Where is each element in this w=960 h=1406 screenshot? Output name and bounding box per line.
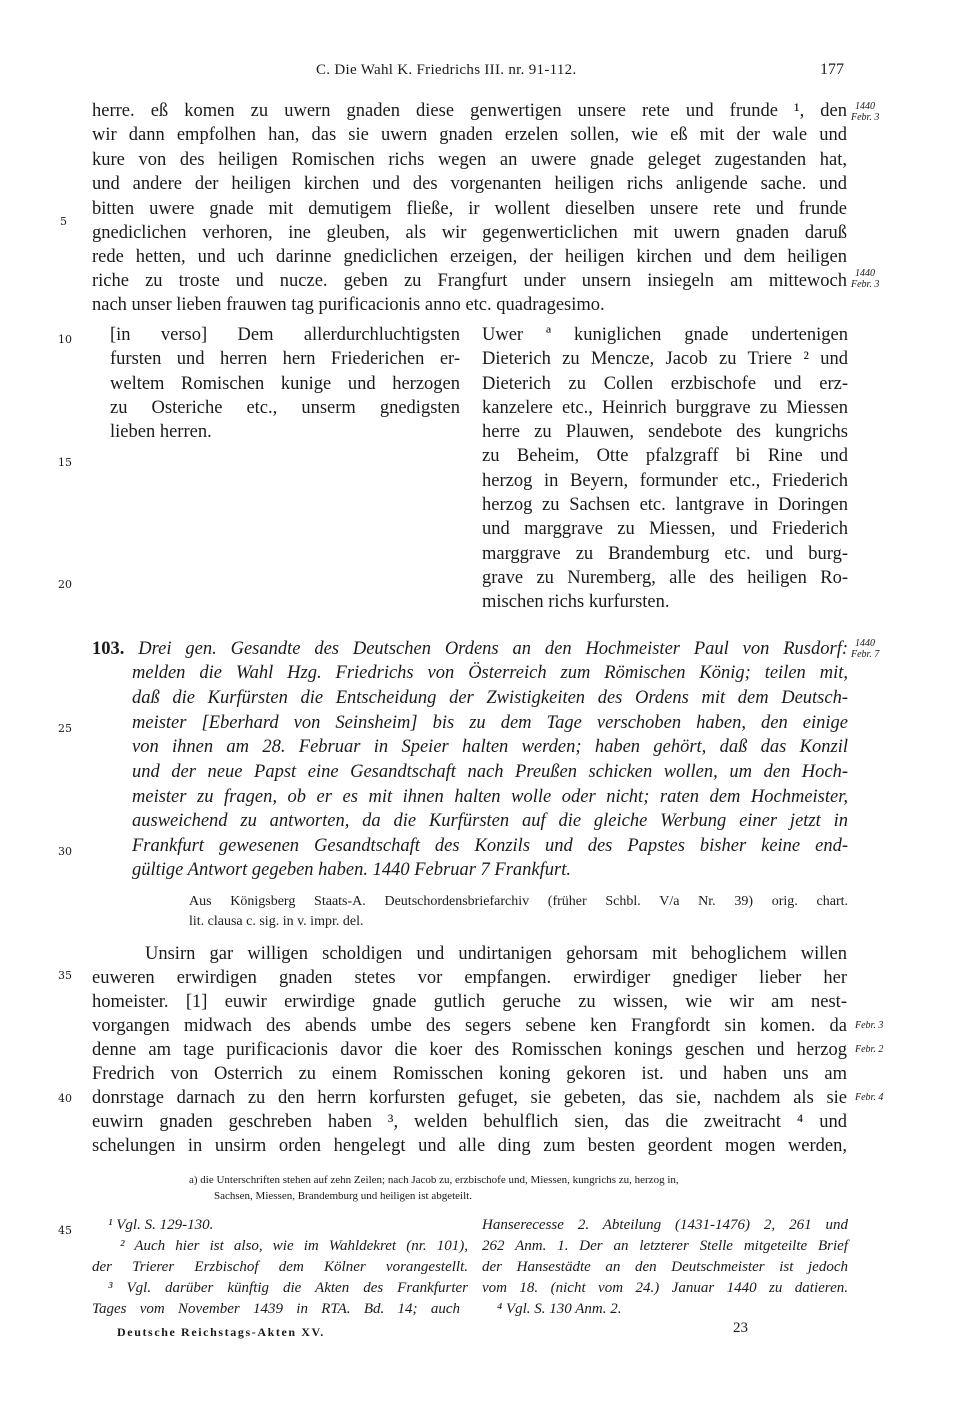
- address-line: lieben herren.: [110, 422, 212, 443]
- regest-line: und der neue Papst eine Gesandtschaft nach Preußen schicken wollen, um den Hoch-: [132, 762, 848, 782]
- footnote: ² Auch hier ist also, wie im Wahldekret (nr. 101),: [120, 1238, 468, 1254]
- footnote: Hanserecesse 2. Abteilung (1431-1476) 2, 261 und: [482, 1217, 848, 1233]
- line-number-45: 45: [58, 1224, 72, 1237]
- signatory-line: Uwer ª kuniglichen gnade undertenigen: [482, 325, 848, 345]
- signatory-line: grave zu Nuremberg, alle des heiligen Ro-: [482, 567, 848, 588]
- body-line: kure von des heiligen Romischen richs wegen an uwere gnade geleget zugestanden hat,: [92, 150, 847, 170]
- body-line: nach unser lieben frauwen tag purificacionis anno etc. quadragesimo.: [92, 295, 605, 315]
- textual-note: a) die Unterschriften stehen auf zehn Zeilen; nach Jacob zu, erzbischofe und, Miessen, kungrichs zu, herzog in,: [189, 1174, 679, 1186]
- line-number-40: 40: [58, 1092, 72, 1105]
- signatory-line: mischen richs kurfursten.: [482, 592, 670, 613]
- regest-line: daß die Kurfürsten die Entscheidung der Zwistigkeiten des Ordens mit dem Deutsch-: [132, 688, 848, 708]
- margin-date-regest: 1440 Febr. 7: [851, 638, 880, 660]
- line-number-20: 20: [58, 578, 72, 591]
- footnote: 262 Anm. 1. Der an letzterer Stelle mitgeteilte Brief: [482, 1238, 848, 1254]
- source-line: Aus Königsberg Staats-A. Deutschordensbriefarchiv (früher Schbl. V/a Nr. 39) orig. chart.: [189, 894, 848, 909]
- body-line: denne am tage purificacionis davor die koer des Romisschen konings geschen und herzog: [92, 1040, 847, 1060]
- regest-line: meister zu fragen, ob er es mit ihnen halten wolle oder nicht; raten dem Hochmeister,: [132, 787, 848, 807]
- series-title: Deutsche Reichstags-Akten XV.: [117, 1325, 325, 1339]
- line-number-15: 15: [58, 456, 72, 469]
- body-line: wir dann empfolhen han, das sie uwern gnaden erzelen sollen, wie eß mit der wale und: [92, 125, 847, 145]
- margin-date-top: 1440 Febr. 3: [851, 101, 880, 123]
- signatory-line: und marggrave zu Miessen, und Friederich: [482, 519, 848, 540]
- line-number-5: 5: [60, 215, 67, 228]
- footnote: der Trierer Erzbischof dem Kölner vorangestellt.: [92, 1259, 468, 1275]
- body-line: herre. eß komen zu uwern gnaden diese genwertigen unsere rete und frunde ¹, den: [92, 101, 847, 121]
- address-line: weltem Romischen kunige und herzogen: [110, 373, 460, 394]
- line-number-35: 35: [58, 969, 72, 982]
- regest-line: von ihnen am 28. Februar in Speier halten werden; haben gehört, daß das Konzil: [132, 737, 848, 757]
- regest-line: Frankfurt gewesenen Gesandtschaft des Konzils und des Papstes bisher keine end-: [132, 836, 848, 856]
- document-number: 103.: [92, 639, 125, 659]
- regest-line: gültige Antwort gegeben haben. 1440 Februar 7 Frankfurt.: [132, 860, 571, 880]
- margin-date-feb3: Febr. 3: [855, 1020, 884, 1031]
- body-line: euweren erwirdigen gnaden stetes vor empfangen. erwirdiger gnediger lieber her: [92, 968, 847, 988]
- body-line: riche zu troste und nucze. geben zu Frangfurt under unsern insiegeln am mittewoch: [92, 271, 847, 291]
- page-number: 177: [820, 61, 844, 78]
- regest-heading: [92, 637, 848, 662]
- regest-first-line: Drei gen. Gesandte des Deutschen Ordens an den Hochmeister Paul von Rusdorf:: [138, 639, 849, 659]
- running-title: C. Die Wahl K. Friedrichs III. nr. 91-112.: [316, 62, 577, 78]
- address-line: zu Osteriche etc., unserm gnedigsten: [110, 397, 460, 418]
- footnote: ⁴ Vgl. S. 130 Anm. 2.: [497, 1301, 622, 1317]
- signatory-line: zu Beheim, Otte pfalzgraff bi Rine und: [482, 446, 848, 467]
- body-line: und andere der heiligen kirchen und des vorgenanten heiligen richs anligende sache. und: [92, 174, 847, 194]
- body-line: gnediclichen verhoren, ine gleuben, als wir gegenwerticlichen mit uwern gnaden daruß: [92, 223, 847, 243]
- body-line: rede hetten, und uch darinne gnediclichen erzeigen, der heiligen kirchen und dem heiligen: [92, 247, 847, 267]
- address-line: fursten und herren hern Friederichen er-: [110, 349, 460, 370]
- body-line: donrstage darnach zu den herrn korfursten gefuget, sie gebeten, das sie, nachdem als sie: [92, 1088, 847, 1108]
- footnote: ¹ Vgl. S. 129-130.: [108, 1217, 214, 1233]
- textual-note: Sachsen, Miessen, Brandemburg und heiligen ist abgeteilt.: [214, 1190, 472, 1202]
- body-line: euwirn gnaden geschreben haben ³, welden behulflich sien, das die zweitracht ⁴ und: [92, 1112, 847, 1132]
- signatory-line: kanzelere etc., Heinrich burggrave zu Miessen: [482, 397, 848, 418]
- signatory-line: herre zu Plauwen, sendebote des kungrichs: [482, 422, 848, 443]
- signatories-block: [482, 323, 848, 615]
- margin-date-feb2: Febr. 2: [855, 1044, 884, 1055]
- footnote: vom 18. (nicht vom 24.) Januar 1440 zu datieren.: [482, 1280, 848, 1296]
- signatory-line: Dieterich zu Collen erzbischofe und erz-: [482, 373, 848, 394]
- footnote: ³ Vgl. darüber künftig die Akten des Frankfurter: [108, 1280, 468, 1296]
- regest-line: ausweichend zu antworten, da die Kurfürsten auf die gleiche Werbung einer jetzt in: [132, 811, 848, 831]
- body-line: Unsirn gar willigen scholdigen und undirtanigen gehorsam mit behoglichem willen: [145, 944, 847, 964]
- signatory-line: herzog zu Sachsen etc. lantgrave in Doringen: [482, 495, 848, 516]
- signatory-line: herzog in Beyern, formunder etc., Friederich: [482, 470, 848, 491]
- body-line: vorgangen midwach des abends umbe des segers sebene ken Frangfordt sin komen. da: [92, 1016, 847, 1036]
- source-line: lit. clausa c. sig. in v. impr. del.: [189, 914, 364, 929]
- signatory-line: marggrave zu Brandemburg etc. und burg-: [482, 543, 848, 564]
- body-line: homeister. [1] euwir erwirdige gnade gutlich geruche zu wissen, wie wir am nest-: [92, 992, 847, 1012]
- regest-line: melden die Wahl Hzg. Friedrichs von Österreich zum Römischen König; teilen mit,: [132, 663, 848, 683]
- address-block: [110, 323, 460, 444]
- margin-date-feb4: Febr. 4: [855, 1092, 884, 1103]
- sheet-signature: 23: [733, 1320, 748, 1336]
- margin-date-mid: 1440 Febr. 3: [851, 268, 880, 290]
- address-line: [in verso] Dem allerdurchluchtigsten: [110, 325, 460, 345]
- line-number-25: 25: [58, 722, 72, 735]
- body-line: Fredrich von Osterrich zu einem Romisschen koning gekoren ist. und haben uns am: [92, 1064, 847, 1084]
- signatory-line: Dieterich zu Mencze, Jacob zu Triere ² und: [482, 349, 848, 370]
- line-number-10: 10: [58, 333, 72, 346]
- footnote: der Hansestädte an den Deutschmeister ist jedoch: [482, 1259, 848, 1275]
- regest-line: meister [Eberhard von Seinsheim] bis zu dem Tage verschoben haben, den einige: [132, 713, 848, 733]
- line-number-30: 30: [58, 845, 72, 858]
- footnote: Tages vom November 1439 in RTA. Bd. 14; auch: [92, 1301, 460, 1317]
- body-line: schelungen in unsirm orden hengelegt und alle ding zum besten geordent mogen werden,: [92, 1136, 847, 1156]
- body-line: bitten uwere gnade mit demutigem fließe, ir wollent dieselben unsere rete und frunde: [92, 199, 847, 219]
